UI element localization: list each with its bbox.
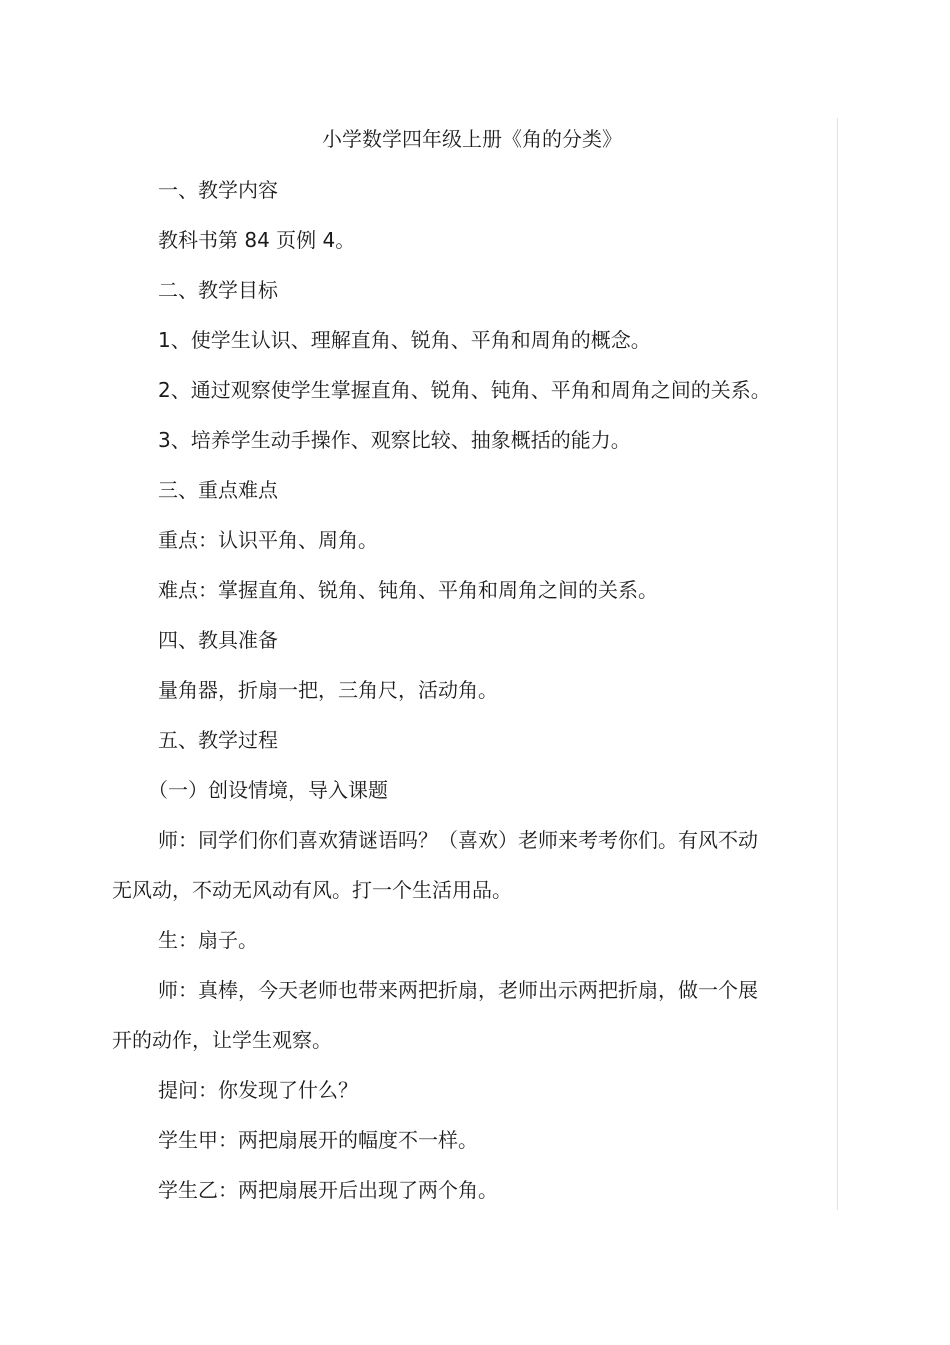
document-title: 小学数学四年级上册《角的分类》 (322, 127, 622, 151)
key-point: 重点：认识平角、周角。 (158, 528, 378, 552)
section-heading-key-points: 三、重点难点 (158, 478, 278, 502)
section-heading-materials: 四、教具准备 (158, 628, 278, 652)
section-heading-goals: 二、教学目标 (158, 278, 278, 302)
textbook-reference: 教科书第 84 页例 4。 (158, 228, 356, 252)
goal-item-3: 3、培养学生动手操作、观察比较、抽象概括的能力。 (158, 428, 631, 452)
dialogue-student-1: 生：扇子。 (158, 928, 258, 952)
goal-item-1: 1、使学生认识、理解直角、锐角、平角和周角的概念。 (158, 328, 651, 352)
section-heading-process: 五、教学过程 (158, 728, 278, 752)
dialogue-teacher-2: 师：真棒，今天老师也带来两把折扇，老师出示两把折扇，做一个展 (158, 978, 758, 1002)
question: 提问：你发现了什么？ (158, 1078, 358, 1102)
answer-student-a: 学生甲：两把扇展开的幅度不一样。 (158, 1128, 478, 1152)
difficult-point: 难点：掌握直角、锐角、钝角、平角和周角之间的关系。 (158, 578, 658, 602)
subsection-heading-intro: （一）创设情境，导入课题 (148, 778, 388, 802)
dialogue-teacher-1: 师：同学们你们喜欢猜谜语吗？（喜欢）老师来考考你们。有风不动 (158, 828, 758, 852)
section-heading-content: 一、教学内容 (158, 178, 278, 202)
goal-item-2: 2、通过观察使学生掌握直角、锐角、钝角、平角和周角之间的关系。 (158, 378, 771, 402)
dialogue-teacher-2-cont: 开的动作，让学生观察。 (112, 1028, 332, 1052)
dialogue-teacher-1-cont: 无风动，不动无风动有风。打一个生活用品。 (112, 878, 512, 902)
answer-student-b: 学生乙：两把扇展开后出现了两个角。 (158, 1178, 498, 1202)
materials-list: 量角器，折扇一把，三角尺，活动角。 (158, 678, 498, 702)
